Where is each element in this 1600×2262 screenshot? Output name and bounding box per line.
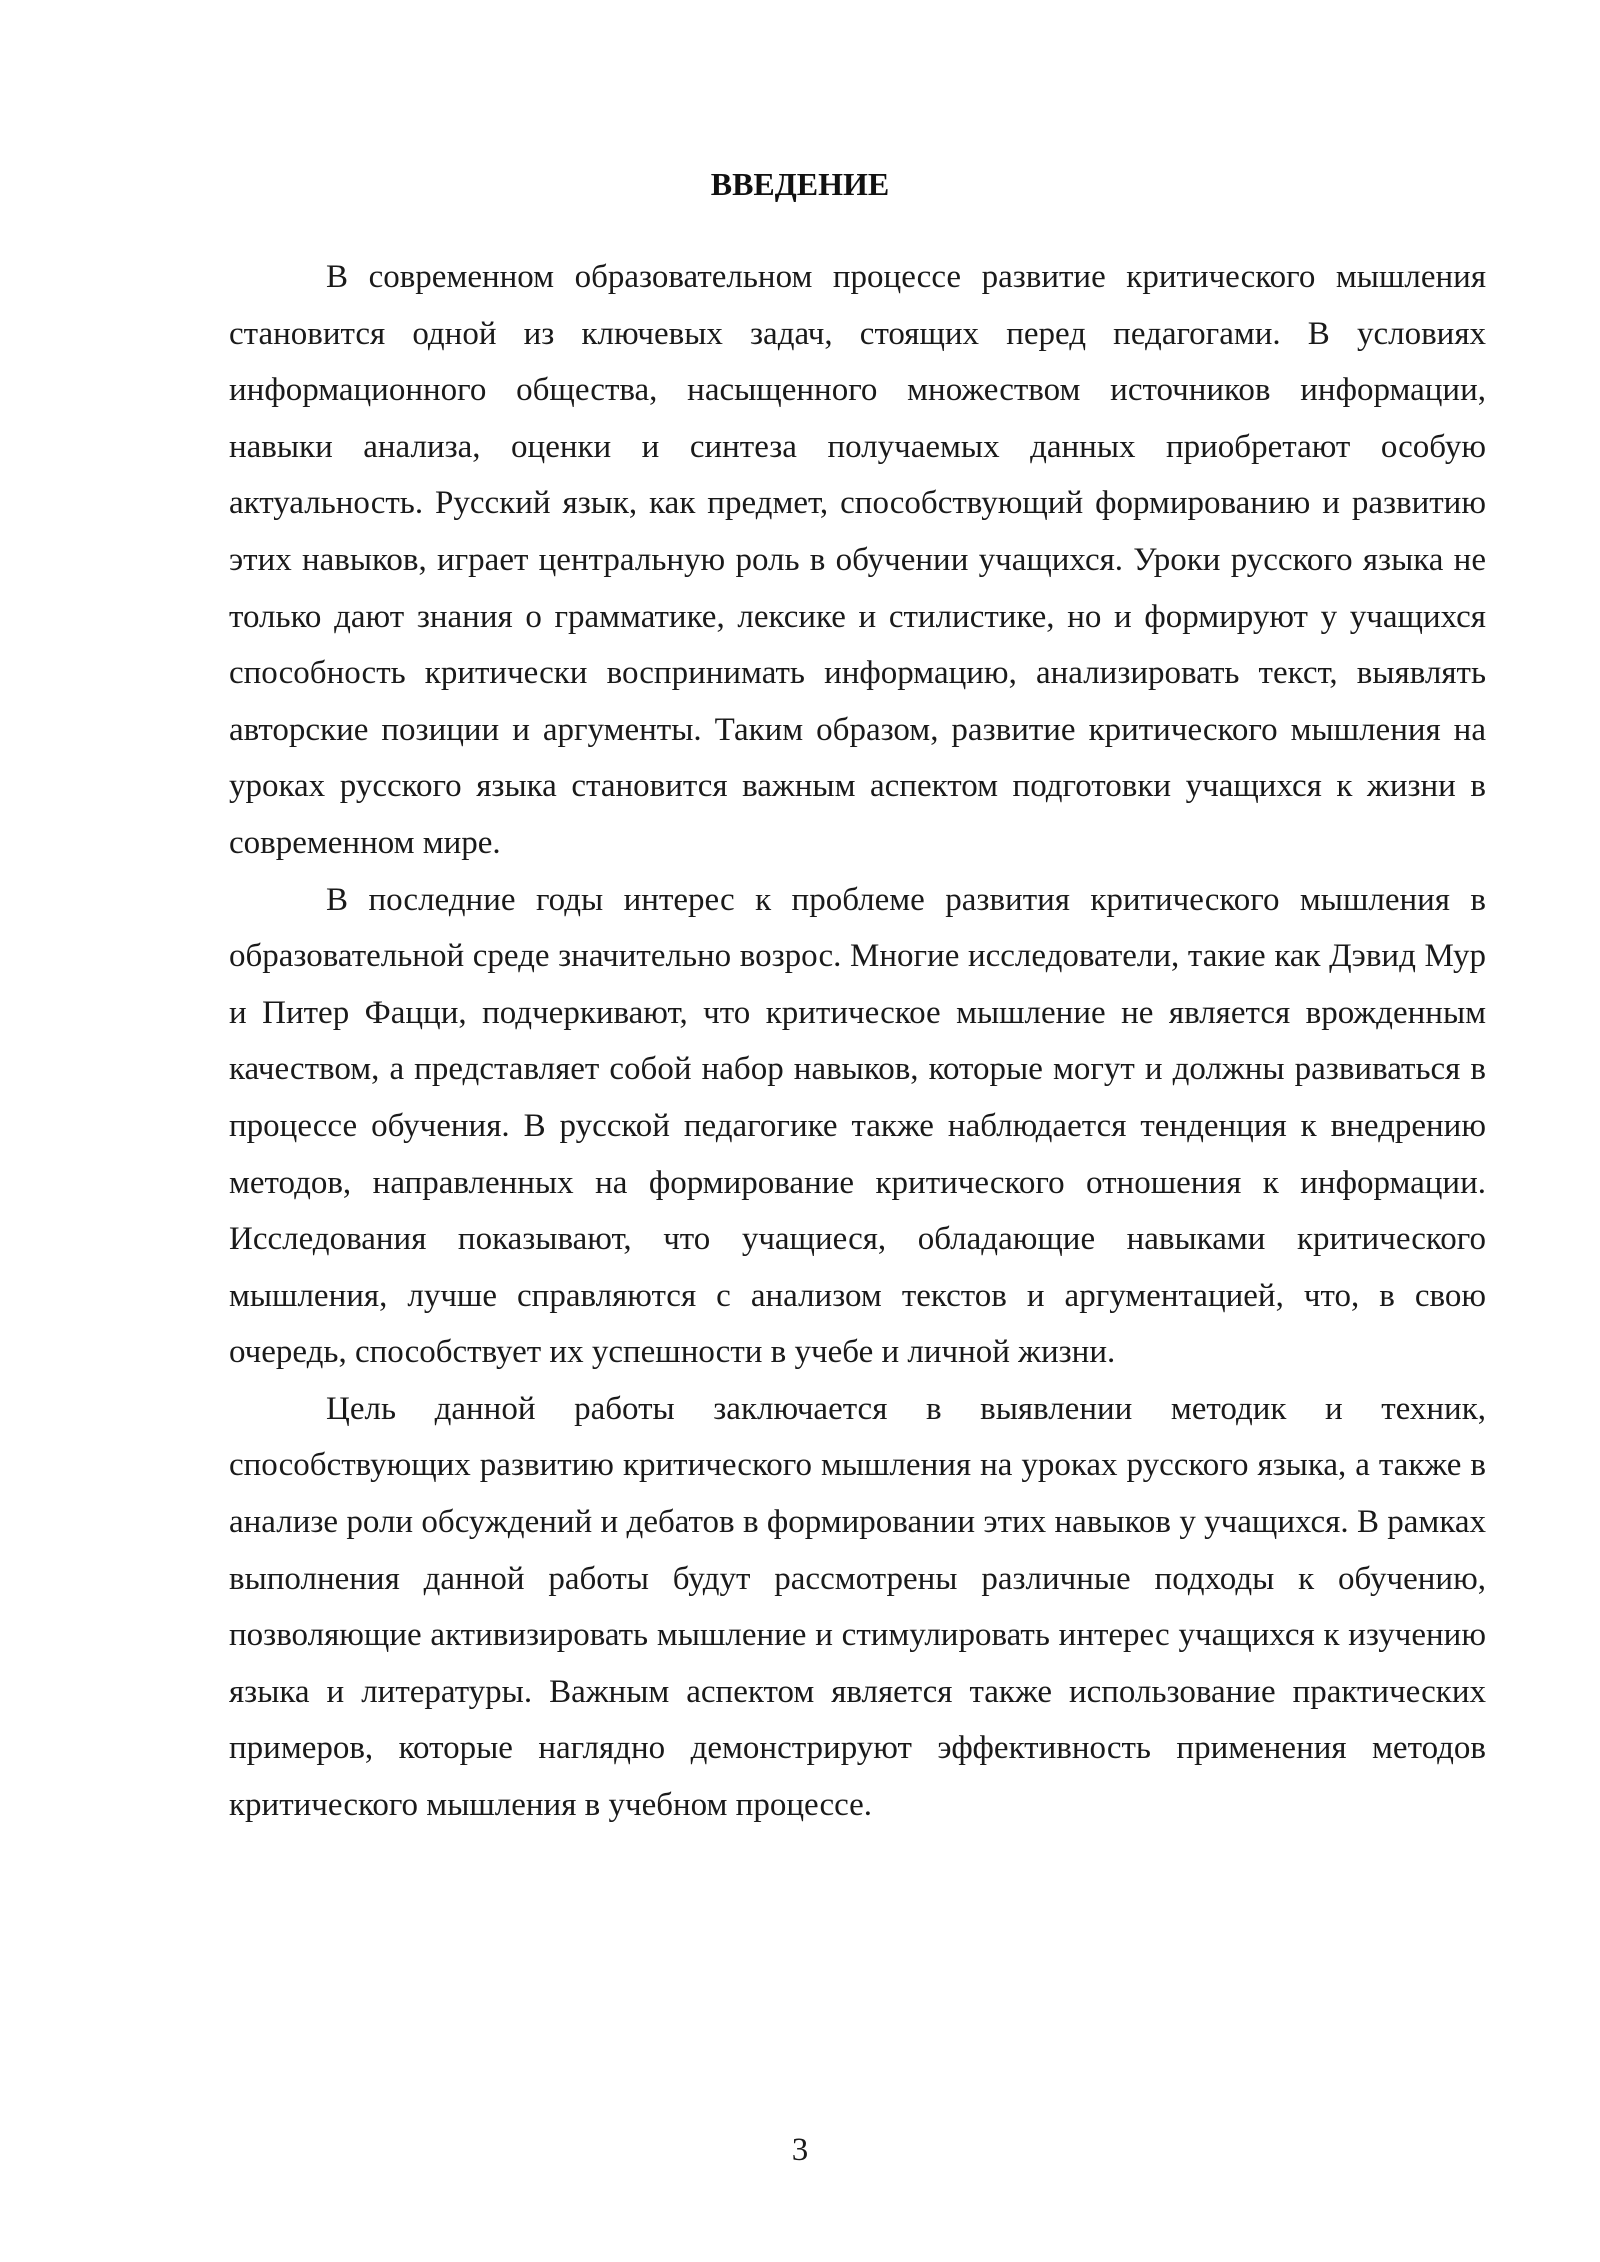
paragraph-2: В последние годы интерес к проблеме развития критического мышления в образовательной среде значительно возрос. Многие исследователи, такие как Дэвид Мур и Питер Фацци, подчеркивают, что критическое мышление не является врожденным качеством, а представляет собой набор навыков, которые могут и должны развиваться в процессе обучения. В русской педагогике также наблюдается тенденция к внедрению методов, направленных на формирование критического отношения к информации. Исследования показывают, что учащиеся, обладающие навыками критического мышления, лучше справляются с анализом текстов и аргументацией, что, в свою очередь, способствует их успешности в учебе и личной жизни. [229,881,1486,1371]
body-text [229,249,1486,1834]
paragraph-1: В современном образовательном процессе развитие критического мышления становится одной из ключевых задач, стоящих перед педагогами. В условиях информационного общества, насыщенного множеством источников информации, навыки анализа, оценки и синтеза получаемых данных приобретают особую актуальность. Русский язык, как предмет, способствующий формированию и развитию этих навыков, играет центральную роль в обучении учащихся. Уроки русского языка не только дают знания о грамматике, лексике и стилистике, но и формируют у учащихся способность критически воспринимать информацию, анализировать текст, выявлять авторские позиции и аргументы. Таким образом, развитие критического мышления на уроках русского языка становится важным аспектом подготовки учащихся к жизни в современном мире. [229,259,1486,861]
paragraph-3: Цель данной работы заключается в выявлении методик и техник, способствующих развитию критического мышления на уроках русского языка, а также в анализе роли обсуждений и дебатов в формировании этих навыков у учащихся. В рамках выполнения данной работы будут рассмотрены различные подходы к обучению, позволяющие активизировать мышление и стимулировать интерес учащихся к изучению языка и литературы. Важным аспектом является также использование практических примеров, которые наглядно демонстрируют эффективность применения методов критического мышления в учебном процессе. [229,1390,1486,1824]
section-heading: ВВЕДЕНИЕ [710,166,890,202]
page-number: 3 [791,2132,809,2168]
